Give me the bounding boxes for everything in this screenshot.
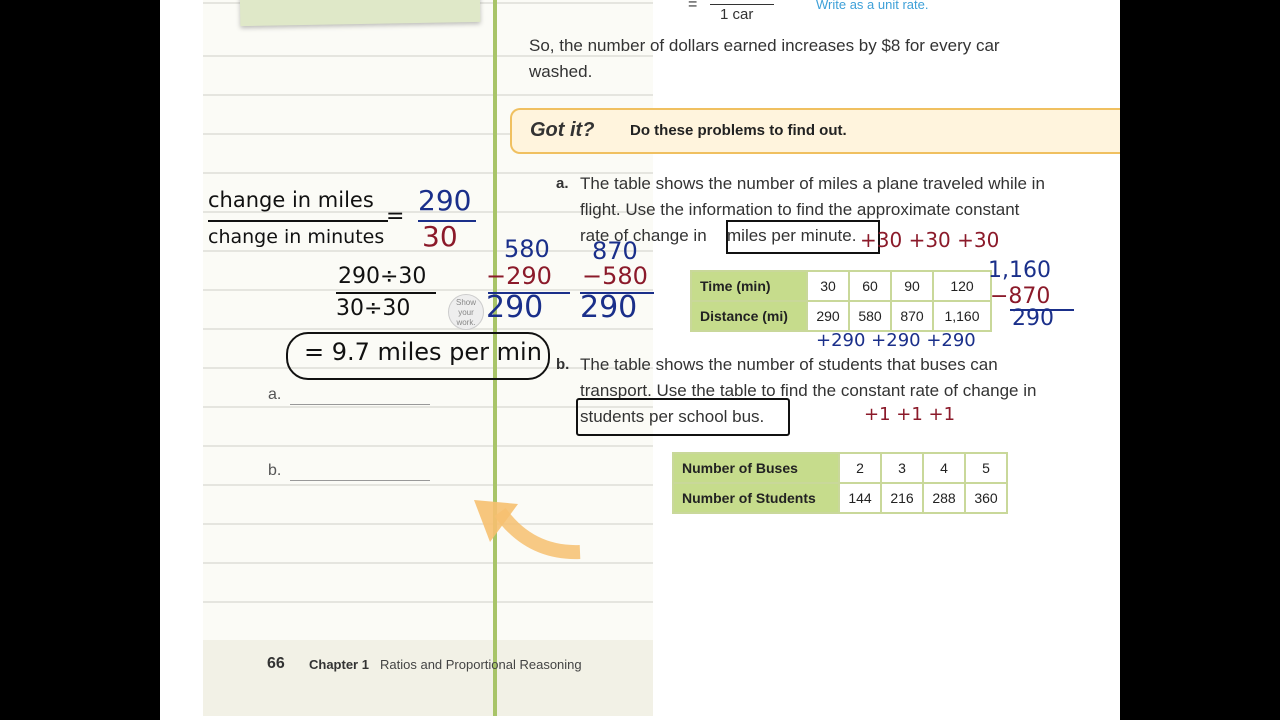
hw-fraction-numerator: change in miles bbox=[208, 188, 374, 212]
table-b-cell: 216 bbox=[881, 483, 923, 513]
table-b-cell: 3 bbox=[881, 453, 923, 483]
sticky-note bbox=[240, 0, 481, 26]
top-note: Write as a unit rate. bbox=[816, 0, 929, 12]
table-a-cell: 870 bbox=[891, 301, 933, 331]
table-a-cell: 290 bbox=[807, 301, 849, 331]
hw-division-bar bbox=[336, 292, 436, 294]
footer-band bbox=[203, 640, 653, 716]
table-a-cell: 30 bbox=[807, 271, 849, 301]
hw-sub1-top: 580 bbox=[504, 235, 550, 263]
table-b bbox=[672, 452, 1008, 514]
table-a-cell: 120 bbox=[933, 271, 991, 301]
hw-sub1-mid: −290 bbox=[486, 262, 552, 290]
problem-a-line2: flight. Use the information to find the approximate constant bbox=[580, 200, 1020, 219]
textbook-page bbox=[160, 0, 1120, 720]
hw-result: = 9.7 miles per min bbox=[304, 338, 542, 366]
hw-equals: = bbox=[386, 204, 405, 229]
table-a-header-time: Time (min) bbox=[691, 271, 807, 301]
got-it-bar bbox=[510, 108, 1120, 154]
hw-value-numerator: 290 bbox=[418, 184, 472, 217]
problem-b-label: b. bbox=[556, 356, 570, 373]
problem-a-line3-pre: rate of change in bbox=[580, 226, 707, 245]
problem-a-line3-box: miles per minute. bbox=[727, 226, 857, 245]
table-a-cell: 90 bbox=[891, 271, 933, 301]
answer-label-a: a. bbox=[268, 386, 282, 403]
problem-b-line2: transport. Use the table to find the constant rate of change in bbox=[580, 381, 1037, 400]
hw-plus-1: +1 +1 +1 bbox=[864, 404, 956, 425]
table-a-header-distance: Distance (mi) bbox=[691, 301, 807, 331]
problem-a-label: a. bbox=[556, 175, 569, 192]
chapter-label: Chapter 1 bbox=[309, 657, 369, 672]
top-equals: = bbox=[688, 0, 698, 13]
hw-plus-30: +30 +30 +30 bbox=[860, 228, 1000, 252]
table-a-cell: 1,160 bbox=[933, 301, 991, 331]
problem-b-line1: The table shows the number of students that buses can bbox=[580, 355, 998, 374]
hw-division-denominator: 30÷30 bbox=[336, 296, 411, 321]
top-denominator: 1 car bbox=[720, 6, 754, 23]
table-b-cell: 4 bbox=[923, 453, 965, 483]
hw-box-students-per-bus bbox=[576, 398, 790, 436]
chapter-title: Ratios and Proportional Reasoning bbox=[380, 657, 582, 672]
table-b-header-buses: Number of Buses bbox=[673, 453, 839, 483]
hw-sub3-result: 290 bbox=[1012, 306, 1054, 331]
table-b-cell: 2 bbox=[839, 453, 881, 483]
table-b-header-students: Number of Students bbox=[673, 483, 839, 513]
answer-line-a[interactable] bbox=[290, 404, 430, 405]
hw-sub2-result: 290 bbox=[580, 290, 638, 325]
hw-division-numerator: 290÷30 bbox=[338, 264, 427, 289]
hw-box-miles-per-minute bbox=[726, 220, 880, 254]
show-your-work-badge: Show your work. bbox=[448, 294, 484, 330]
hw-sub3-mid: −870 bbox=[990, 284, 1051, 309]
problem-b-line3-box: students per school bus. bbox=[580, 407, 765, 426]
table-a-cell: 60 bbox=[849, 271, 891, 301]
got-it-title: Got it? bbox=[530, 119, 595, 141]
hw-sub2-mid: −580 bbox=[582, 262, 648, 290]
arrow-graphic bbox=[460, 492, 590, 572]
conclusion-text: So, the number of dollars earned increases by $8 for every car washed. bbox=[529, 36, 1000, 81]
answer-line-b[interactable] bbox=[290, 480, 430, 481]
hw-fraction-denominator: change in minutes bbox=[208, 226, 385, 248]
hw-plus-290: +290 +290 +290 bbox=[816, 330, 976, 351]
table-a-cell: 580 bbox=[849, 301, 891, 331]
table-b-cell: 288 bbox=[923, 483, 965, 513]
table-b-cell: 5 bbox=[965, 453, 1007, 483]
hw-value-denominator: 30 bbox=[422, 220, 458, 253]
got-it-subtitle: Do these problems to find out. bbox=[630, 122, 847, 139]
page-number: 66 bbox=[267, 655, 285, 672]
hw-sub1-result: 290 bbox=[486, 290, 544, 325]
answer-label-b: b. bbox=[268, 462, 282, 479]
table-b-cell: 360 bbox=[965, 483, 1007, 513]
problem-a-line1: The table shows the number of miles a plane traveled while in bbox=[580, 174, 1045, 193]
table-b-cell: 144 bbox=[839, 483, 881, 513]
table-a bbox=[690, 270, 992, 332]
hw-fraction-bar bbox=[208, 220, 388, 222]
hw-sub3-top: 1,160 bbox=[988, 258, 1051, 283]
hw-sub2-top: 870 bbox=[592, 237, 638, 265]
